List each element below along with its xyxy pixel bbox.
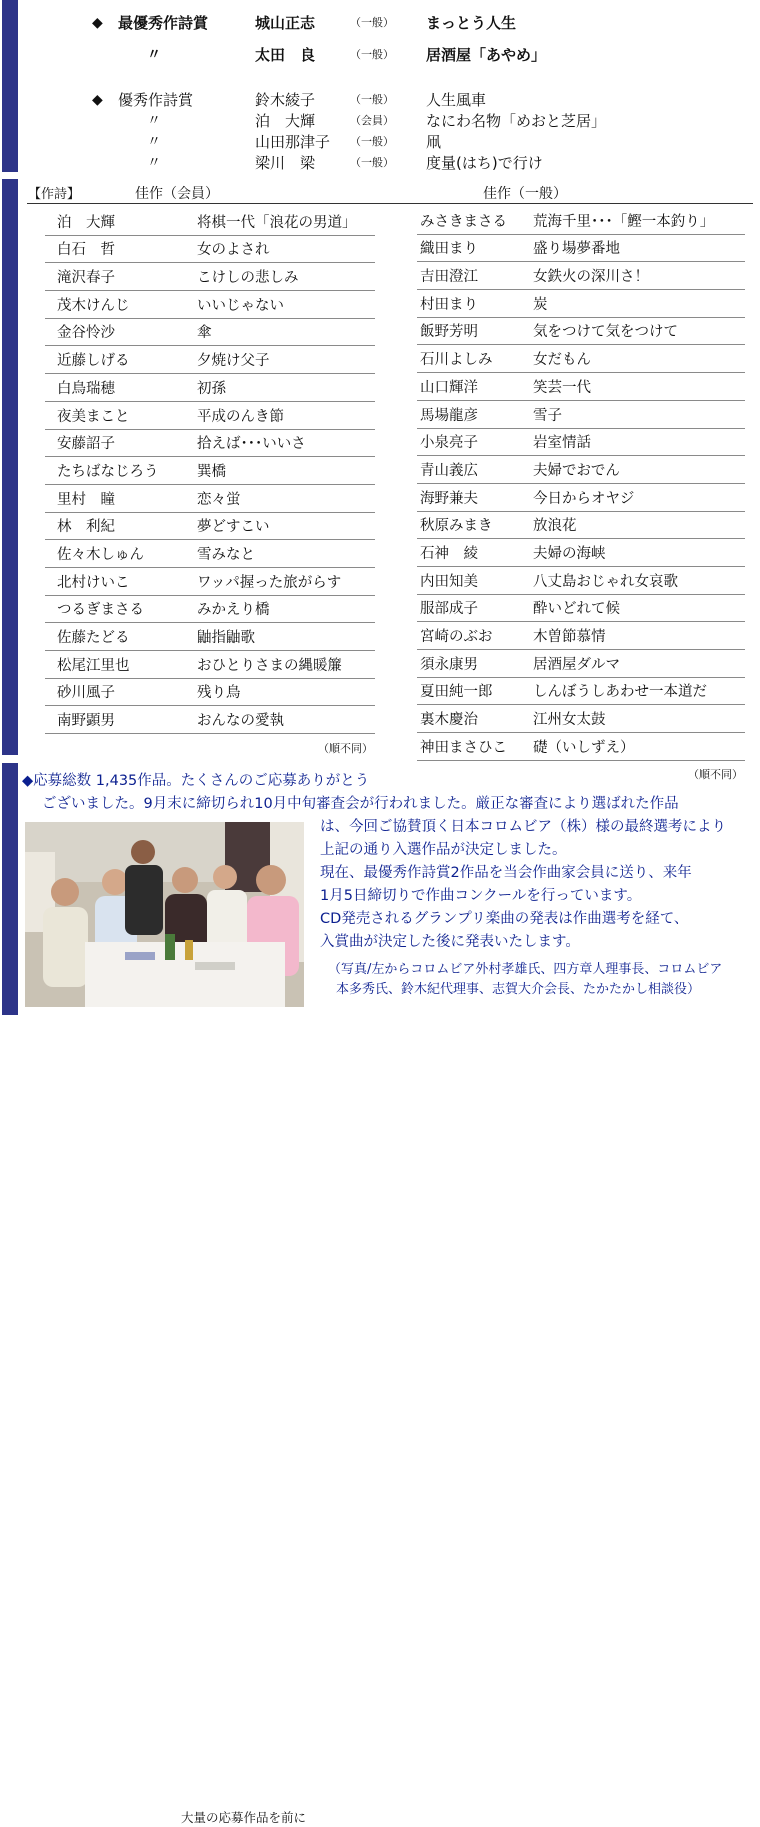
entrant-name: たちばなじろう — [57, 463, 159, 480]
work-title: 傘 — [197, 325, 212, 342]
table-row — [45, 568, 375, 596]
entrant-name: 滝沢春子 — [57, 270, 115, 287]
entrant-name: 白石 哲 — [57, 242, 115, 259]
entrant-name: 佐藤たどる — [57, 630, 130, 646]
table-row — [417, 539, 745, 567]
photo-caption-line: 本多秀氏、鈴木紀代理事、志賀大介会長、たかたかし相談役） — [336, 982, 701, 997]
table-row — [417, 290, 745, 318]
entrant-name: 白鳥瑞穂 — [57, 380, 115, 397]
entrant-name: 吉田澄江 — [420, 269, 478, 286]
entrant-name: 山口輝洋 — [420, 379, 478, 396]
announcement-line: 現在、最優秀作詩賞2作品を当会作曲家会員に送り、来年 — [320, 865, 692, 881]
table-row — [417, 622, 745, 650]
table-row — [45, 623, 375, 651]
announcement-line: 入賞曲が決定した後に発表いたします。 — [320, 934, 580, 950]
work-title: 平成のんき節 — [197, 408, 284, 425]
entrant-name: 夜美まこと — [57, 408, 130, 425]
general-honorable-table — [417, 207, 745, 761]
announcement-line: CD発売されるグランプリ楽曲の発表は作曲選考を経て、 — [320, 911, 689, 927]
sidebar-bar-middle — [2, 179, 18, 755]
entrant-name: 佐々木しゅん — [57, 546, 144, 563]
announcement-line: ございました。9月末に締切られ10月中旬審査会が行われました。厳正な審査により選ばれた作品 — [42, 796, 679, 812]
table-row — [45, 319, 375, 347]
member-honorable-table — [45, 208, 375, 734]
award-category: 〃 — [147, 134, 161, 150]
work-title: 炭 — [533, 296, 548, 313]
work-title: 気をつけて気をつけて — [533, 324, 678, 341]
table-row — [417, 318, 745, 346]
award-membership: （一般） — [350, 16, 394, 29]
work-title: 酔いどれて候 — [533, 601, 620, 618]
entrant-name: 南野顕男 — [57, 713, 115, 730]
award-category: 優秀作詩賞 — [118, 91, 194, 109]
diamond-bullet-icon: ◆ — [92, 15, 103, 31]
award-work-title: 人生風車 — [426, 91, 487, 109]
entrant-name: 織田まり — [420, 241, 478, 258]
group-photo — [25, 822, 307, 1825]
announcement-line: 上記の通り入選作品が決定しました。 — [320, 842, 567, 858]
award-winner: 太田 良 — [255, 46, 316, 64]
announcement-line: は、今回ご協賛頂く日本コロムビア（株）様の最終選考により — [320, 819, 726, 835]
table-row — [45, 540, 375, 568]
award-membership: （一般） — [350, 135, 394, 148]
work-title: 夫婦の海峡 — [533, 545, 606, 562]
table-row — [417, 733, 745, 761]
table-row — [45, 236, 375, 264]
award-row — [0, 12, 760, 34]
award-winner: 山田那津子 — [255, 133, 331, 151]
work-title: 夫婦でおでん — [533, 462, 620, 479]
entrant-name: 小泉亮子 — [420, 435, 478, 452]
photo-label: 大量の応募作品を前に — [178, 1807, 309, 1827]
work-title: 八丈島おじゃれ女哀歌 — [533, 573, 678, 590]
table-row — [417, 429, 745, 457]
work-title: 残り鳥 — [197, 685, 241, 702]
award-work-title: 度量(はち)で行け — [426, 154, 543, 172]
entrant-name: 海野兼夫 — [420, 490, 478, 507]
entrant-name: 裏木慶治 — [420, 712, 478, 729]
work-title: 初孫 — [197, 380, 226, 397]
award-work-title: なにわ名物「めおと芝居」 — [426, 112, 607, 130]
entrant-name: 石川よしみ — [420, 352, 493, 369]
work-title: 今日からオヤジ — [533, 490, 635, 507]
work-title: 将棋一代「浪花の男道」 — [197, 214, 357, 231]
entrant-name: 馬場龍彦 — [420, 407, 478, 424]
award-category: 〃 — [147, 47, 161, 63]
announcement-line: ◆応募総数 1,435作品。たくさんのご応募ありがとう — [22, 773, 370, 789]
entrant-name: 茂木けんじ — [57, 297, 130, 314]
work-title: 岩室情話 — [533, 435, 591, 452]
work-title: こけしの悲しみ — [197, 270, 299, 287]
award-row — [0, 89, 760, 111]
work-title: 荒海千里･･･「鰹一本釣り」 — [533, 213, 715, 230]
table-row — [45, 402, 375, 430]
order-note: （順不同） — [688, 768, 743, 781]
entrant-name: 村田まり — [420, 296, 478, 313]
work-title: 礎（いしずえ） — [533, 739, 635, 756]
work-title: みかえり橋 — [197, 602, 270, 619]
photo-caption-line: （写真/左からコロムビア外村孝雄氏、四方章人理事長、コロムビア — [328, 962, 723, 977]
work-title: 居酒屋ダルマ — [533, 656, 620, 673]
announcement-line: 1月5日締切りで作曲コンクールを行っています。 — [320, 888, 642, 904]
table-row — [417, 373, 745, 401]
work-title: 鼬指鼬歌 — [197, 630, 255, 646]
entrant-name: 金谷怜沙 — [57, 325, 115, 342]
entrant-name: 神田まさひこ — [420, 739, 507, 756]
award-category: 〃 — [147, 113, 161, 129]
work-title: 女だもん — [533, 352, 591, 369]
work-title: 木曽節慕情 — [533, 629, 606, 645]
entrant-name: 安藤詔子 — [57, 436, 115, 453]
work-title: 女鉄火の深川さ！ — [533, 269, 649, 286]
table-row — [417, 262, 745, 290]
work-title: 江州女太鼓 — [533, 712, 606, 729]
table-row — [417, 595, 745, 623]
entrant-name: 飯野芳明 — [420, 324, 478, 341]
table-row — [417, 567, 745, 595]
entrant-name: みさきまさる — [420, 213, 507, 230]
table-row — [45, 346, 375, 374]
table-row — [417, 456, 745, 484]
table-row — [45, 291, 375, 319]
entrant-name: 里村 瞳 — [57, 491, 115, 508]
table-row — [45, 208, 375, 236]
order-note: （順不同） — [318, 742, 373, 755]
work-title: 雪みなと — [197, 546, 255, 563]
award-winner: 泊 大輝 — [255, 112, 316, 130]
diamond-bullet-icon: ◆ — [92, 92, 103, 108]
entrant-name: 泊 大輝 — [57, 214, 115, 231]
entrant-name: 宮崎のぶお — [420, 629, 493, 645]
award-membership: （一般） — [350, 93, 394, 106]
award-work-title: まっとう人生 — [426, 14, 517, 32]
entrant-name: 内田知美 — [420, 573, 478, 590]
award-category: 〃 — [147, 155, 161, 171]
entrant-name: 青山義広 — [420, 462, 478, 479]
award-membership: （会員） — [350, 114, 394, 127]
table-row — [417, 235, 745, 263]
table-row — [417, 484, 745, 512]
table-row — [45, 457, 375, 485]
work-title: 雪子 — [533, 407, 562, 424]
table-row — [45, 513, 375, 541]
award-work-title: 居酒屋「あやめ」 — [426, 46, 547, 64]
work-title: 放浪花 — [533, 518, 577, 535]
entrant-name: 石神 綾 — [420, 545, 478, 562]
table-row — [45, 651, 375, 679]
work-title: おひとりさまの縄暖簾 — [197, 657, 342, 674]
award-row — [0, 44, 760, 66]
table-row — [45, 706, 375, 734]
entrant-name: 松尾江里也 — [57, 657, 130, 674]
work-title: 巽橋 — [197, 463, 226, 480]
header-divider — [27, 203, 753, 204]
entrant-name: 服部成子 — [420, 601, 478, 618]
entrant-name: 秋原みまき — [420, 518, 493, 535]
work-title: 恋々蛍 — [197, 491, 241, 508]
work-title: ワッパ握った旅がらす — [197, 574, 342, 591]
award-row — [0, 131, 760, 153]
work-title: 夕焼け父子 — [197, 353, 270, 370]
entrant-name: 砂川風子 — [57, 685, 115, 702]
table-row — [45, 374, 375, 402]
group-photo-illustration — [25, 822, 304, 1007]
entrant-name: つるぎまさる — [57, 602, 144, 619]
entrant-name: 須永康男 — [420, 656, 478, 673]
award-category: 最優秀作詩賞 — [118, 14, 209, 32]
work-title: しんぼうしあわせ一本道だ — [533, 684, 707, 701]
entrant-name: 北村けいこ — [57, 574, 130, 591]
table-row — [417, 345, 745, 373]
work-title: いいじゃない — [197, 297, 284, 314]
table-row — [417, 512, 745, 540]
award-work-title: 凧 — [426, 133, 442, 151]
table-row — [417, 207, 745, 235]
table-row — [417, 705, 745, 733]
table-row — [417, 650, 745, 678]
section-tag: 【作詩】 — [28, 187, 81, 202]
award-membership: （一般） — [350, 48, 394, 61]
member-column-header: 佳作（会員） — [135, 186, 219, 202]
work-title: 拾えば･･･いいさ — [197, 436, 306, 453]
award-winner: 城山正志 — [255, 14, 316, 32]
work-title: 盛り場夢番地 — [533, 241, 620, 258]
work-title: 女のよされ — [197, 242, 270, 259]
table-row — [417, 401, 745, 429]
award-row — [0, 110, 760, 132]
entrant-name: 林 利紀 — [57, 519, 115, 536]
award-winner: 梁川 梁 — [255, 154, 316, 172]
work-title: 笑芸一代 — [533, 379, 591, 396]
general-column-header: 佳作（一般） — [483, 186, 567, 202]
table-row — [45, 263, 375, 291]
table-row — [45, 485, 375, 513]
table-row — [45, 430, 375, 458]
entrant-name: 夏田純一郎 — [420, 684, 493, 701]
table-row — [417, 678, 745, 706]
work-title: 夢どすこい — [197, 519, 270, 536]
award-membership: （一般） — [350, 156, 394, 169]
sidebar-bar-bottom — [2, 763, 18, 1015]
table-row — [45, 679, 375, 707]
table-row — [45, 596, 375, 624]
entrant-name: 近藤しげる — [57, 353, 130, 370]
award-row — [0, 152, 760, 174]
work-title: おんなの愛執 — [197, 713, 284, 730]
award-winner: 鈴木綾子 — [255, 91, 316, 109]
